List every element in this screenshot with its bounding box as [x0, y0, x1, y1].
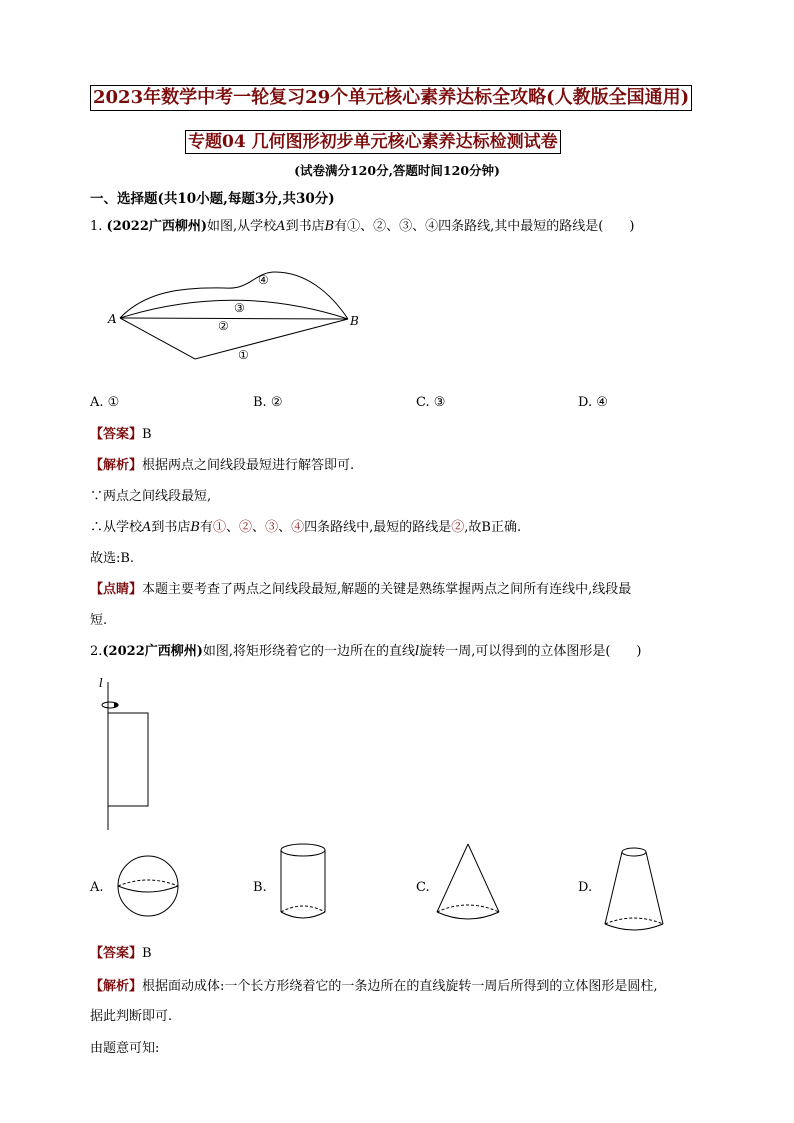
cone-icon — [432, 840, 504, 924]
axis-label-l: l — [99, 676, 103, 690]
option-b: B. — [253, 880, 267, 895]
question-text: 如图,将矩形绕着它的一边所在的直线 — [202, 644, 416, 659]
step-text: ∴从学校 — [90, 520, 143, 535]
answer-1 — [90, 426, 152, 444]
answer-tag: 【答案】 — [90, 427, 143, 442]
comment-2: 短. — [90, 613, 108, 628]
analysis-2-cont: 据此判断即可. — [90, 1009, 173, 1024]
option-c: C. ③ — [416, 395, 446, 410]
route-2-line — [120, 318, 348, 319]
answer-value: B — [142, 946, 152, 961]
comment-text: 本题主要考查了两点之间线段最短,解题的关键是熟练掌握两点之间所有连线中,线段最 — [142, 582, 632, 597]
route-ref: ④ — [291, 520, 305, 535]
question-number: 1. — [90, 219, 103, 234]
var-b: B — [324, 219, 335, 234]
var-l: l — [415, 644, 420, 659]
option-d: D. — [578, 880, 593, 895]
document-title: 2023年数学中考一轮复习29个单元核心素养达标全攻略(人教版全国通用) — [90, 85, 692, 111]
question-text: 有①、②、③、④四条路线,其中最短的路线是( ) — [334, 219, 635, 234]
question-text: 旋转一周,可以得到的立体图形是( ) — [419, 644, 642, 659]
var-a: A — [142, 520, 152, 535]
question-2 — [90, 643, 641, 661]
route-ref: ② — [451, 520, 465, 535]
comment-1 — [90, 581, 631, 599]
analysis-2 — [90, 978, 658, 996]
route-ref: ③ — [265, 520, 279, 535]
choose-line: 故选:B. — [90, 551, 135, 566]
point-b-label: B — [350, 314, 359, 328]
answer-tag: 【答案】 — [90, 946, 143, 961]
var-a: A — [276, 219, 286, 234]
route-2-label: ② — [218, 319, 229, 333]
analysis-2-step: 由题意可知: — [90, 1041, 160, 1056]
analysis-step-2: ∴从学校A到书店B有①、②、③、④四条路线中,最短的路线是②,故B正确. — [90, 520, 522, 535]
analysis-tag: 【解析】 — [90, 979, 143, 994]
rectangle — [108, 713, 148, 806]
answer-value: B — [142, 427, 152, 442]
analysis-tag: 【解析】 — [90, 458, 143, 473]
route-ref: ② — [239, 520, 253, 535]
option-a: A. — [90, 880, 104, 895]
comment-tag: 【点睛】 — [90, 582, 143, 597]
question-1 — [90, 218, 634, 236]
analysis-1 — [90, 457, 354, 475]
option-d: D. ④ — [578, 395, 608, 410]
route-ref: ① — [213, 520, 227, 535]
cylinder-icon — [272, 840, 334, 924]
document-subtitle: 专题04 几何图形初步单元核心素养达标检测试卷 — [185, 130, 561, 154]
question-text: 到书店 — [285, 219, 325, 234]
rectangle-rotation-figure — [92, 672, 162, 834]
route-3-label: ③ — [234, 301, 245, 315]
question-text: 如图,从学校 — [207, 219, 277, 234]
sphere-icon — [112, 846, 182, 926]
answer-2 — [90, 945, 152, 963]
point-a-label: A — [108, 312, 117, 326]
option-b: B. ② — [253, 395, 283, 410]
step-text: ,故B正确. — [464, 520, 522, 535]
step-text: 四条路线中,最短的路线是 — [304, 520, 452, 535]
analysis-text: 根据面动成体:一个长方形绕着它的一条边所在的直线旋转一周后所得到的立体图形是圆柱, — [142, 979, 658, 994]
question-source: (2022广西柳州) — [102, 644, 203, 659]
route-4-label: ④ — [258, 273, 269, 287]
exam-info: (试卷满分120分,答题时间120分钟) — [294, 163, 500, 178]
analysis-step-1: ∵两点之间线段最短, — [90, 489, 212, 504]
step-text: 有 — [199, 520, 213, 535]
option-c: C. — [416, 880, 430, 895]
section-title: 一、选择题(共10小题,每题3分,共30分) — [90, 191, 335, 207]
analysis-text: 根据两点之间线段最短进行解答即可. — [142, 458, 355, 473]
route-1-line — [120, 318, 348, 359]
route-1-label: ① — [238, 348, 249, 362]
routes-figure — [100, 262, 380, 372]
option-a: A. ① — [90, 395, 120, 410]
question-number: 2. — [90, 644, 103, 659]
step-text: 到书店 — [151, 520, 191, 535]
var-b: B — [190, 520, 200, 535]
question-source: (2022广西柳州) — [106, 219, 208, 234]
frustum-icon — [598, 842, 670, 936]
